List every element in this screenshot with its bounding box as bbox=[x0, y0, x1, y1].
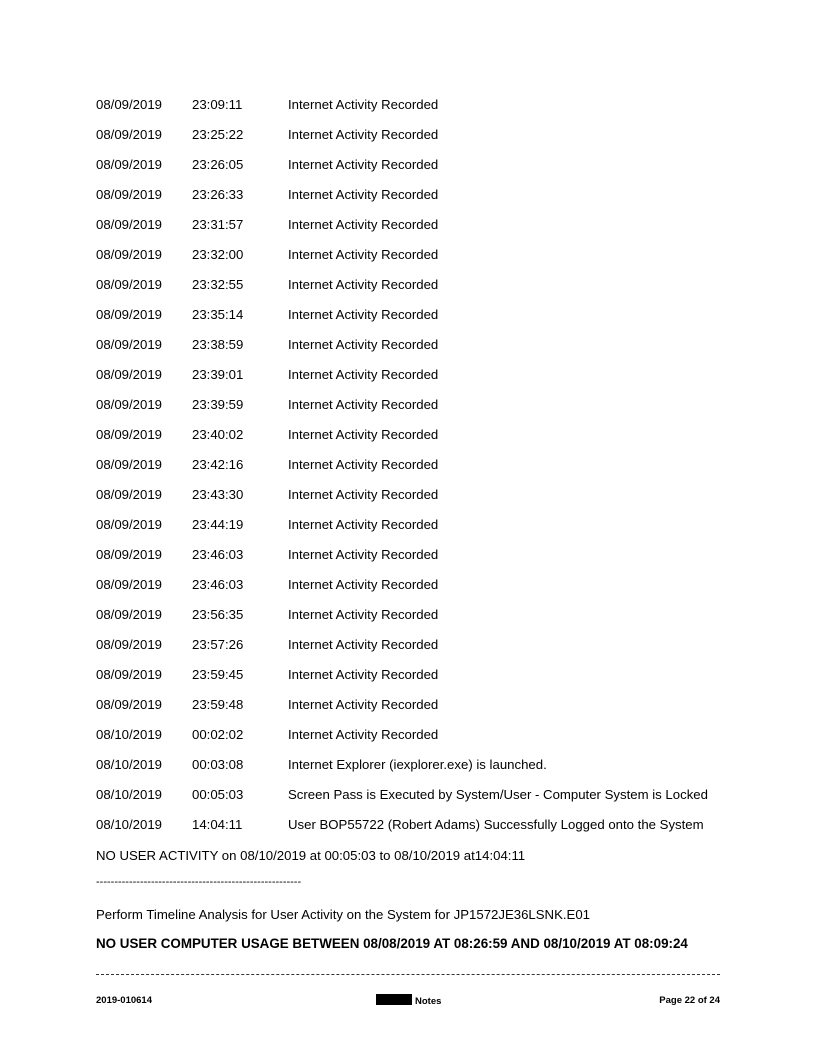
log-row bbox=[96, 395, 736, 425]
log-time: 14:04:11 bbox=[192, 817, 243, 832]
log-row bbox=[96, 455, 736, 485]
log-time: 00:03:08 bbox=[192, 757, 244, 772]
log-event: Internet Activity Recorded bbox=[288, 367, 439, 382]
log-event: Internet Activity Recorded bbox=[288, 727, 439, 742]
log-event: Internet Activity Recorded bbox=[288, 307, 439, 322]
log-date: 08/10/2019 bbox=[96, 727, 163, 742]
log-date: 08/09/2019 bbox=[96, 637, 163, 652]
log-date: 08/09/2019 bbox=[96, 667, 163, 682]
log-time: 23:44:19 bbox=[192, 517, 244, 532]
log-date: 08/10/2019 bbox=[96, 787, 163, 802]
log-time: 23:35:14 bbox=[192, 307, 244, 322]
log-event: Internet Activity Recorded bbox=[288, 337, 439, 352]
log-event: User BOP55722 (Robert Adams) Successfully Logged onto the System bbox=[288, 817, 704, 832]
log-time: 23:46:03 bbox=[192, 547, 244, 562]
log-row bbox=[96, 305, 736, 335]
log-event: Internet Activity Recorded bbox=[288, 487, 439, 502]
no-activity-note: NO USER ACTIVITY on 08/10/2019 at 00:05:03 to 08/10/2019 at14:04:11 bbox=[96, 848, 526, 863]
log-event: Internet Activity Recorded bbox=[288, 397, 439, 412]
log-time: 23:56:35 bbox=[192, 607, 244, 622]
log-time: 23:39:59 bbox=[192, 397, 244, 412]
log-event: Internet Activity Recorded bbox=[288, 277, 439, 292]
log-date: 08/09/2019 bbox=[96, 577, 163, 592]
log-time: 23:32:00 bbox=[192, 247, 244, 262]
log-date: 08/09/2019 bbox=[96, 487, 163, 502]
activity-log bbox=[96, 95, 736, 845]
log-row bbox=[96, 125, 736, 155]
log-time: 23:25:22 bbox=[192, 127, 244, 142]
log-date: 08/09/2019 bbox=[96, 397, 163, 412]
log-date: 08/09/2019 bbox=[96, 97, 163, 112]
log-row bbox=[96, 515, 736, 545]
log-time: 23:26:05 bbox=[192, 157, 244, 172]
log-time: 23:46:03 bbox=[192, 577, 244, 592]
log-event: Internet Activity Recorded bbox=[288, 637, 439, 652]
log-date: 08/09/2019 bbox=[96, 277, 163, 292]
log-row bbox=[96, 815, 736, 845]
log-event: Internet Activity Recorded bbox=[288, 97, 439, 112]
redaction-block bbox=[376, 994, 412, 1005]
log-row bbox=[96, 155, 736, 185]
summary-note: NO USER COMPUTER USAGE BETWEEN 08/08/2019 AT 08:26:59 AND 08/10/2019 AT 08:09:24 bbox=[96, 936, 688, 951]
log-date: 08/09/2019 bbox=[96, 367, 163, 382]
log-row bbox=[96, 575, 736, 605]
log-event: Internet Activity Recorded bbox=[288, 517, 439, 532]
log-time: 23:09:11 bbox=[192, 97, 243, 112]
log-row bbox=[96, 755, 736, 785]
log-date: 08/10/2019 bbox=[96, 757, 163, 772]
log-time: 23:32:55 bbox=[192, 277, 244, 292]
case-number: 2019-010614 bbox=[96, 995, 152, 1006]
log-time: 23:42:16 bbox=[192, 457, 244, 472]
log-row bbox=[96, 275, 736, 305]
log-event: Internet Activity Recorded bbox=[288, 457, 439, 472]
log-event: Internet Activity Recorded bbox=[288, 607, 439, 622]
log-time: 23:31:57 bbox=[192, 217, 244, 232]
log-event: Internet Activity Recorded bbox=[288, 157, 439, 172]
log-row bbox=[96, 695, 736, 725]
log-event: Internet Activity Recorded bbox=[288, 427, 439, 442]
log-event: Internet Explorer (iexplorer.exe) is launched. bbox=[288, 757, 547, 772]
log-row bbox=[96, 215, 736, 245]
log-date: 08/09/2019 bbox=[96, 427, 163, 442]
log-date: 08/09/2019 bbox=[96, 457, 163, 472]
log-date: 08/09/2019 bbox=[96, 187, 163, 202]
log-event: Internet Activity Recorded bbox=[288, 187, 439, 202]
page-number: Page 22 of 24 bbox=[659, 995, 720, 1006]
log-time: 23:59:45 bbox=[192, 667, 244, 682]
log-row bbox=[96, 635, 736, 665]
log-date: 08/09/2019 bbox=[96, 157, 163, 172]
log-row bbox=[96, 725, 736, 755]
log-time: 00:02:02 bbox=[192, 727, 244, 742]
footer-rule bbox=[96, 974, 720, 975]
log-event: Screen Pass is Executed by System/User - Computer System is Locked bbox=[288, 787, 708, 802]
log-time: 23:43:30 bbox=[192, 487, 244, 502]
log-row bbox=[96, 335, 736, 365]
log-event: Internet Activity Recorded bbox=[288, 127, 439, 142]
log-time: 23:26:33 bbox=[192, 187, 244, 202]
log-time: 23:38:59 bbox=[192, 337, 244, 352]
log-date: 08/09/2019 bbox=[96, 337, 163, 352]
log-row bbox=[96, 665, 736, 695]
log-event: Internet Activity Recorded bbox=[288, 577, 439, 592]
footer-label-text: Notes bbox=[415, 996, 442, 1007]
log-row bbox=[96, 785, 736, 815]
log-time: 23:39:01 bbox=[192, 367, 244, 382]
footer-label bbox=[376, 994, 441, 1009]
timeline-note: Perform Timeline Analysis for User Activity on the System for JP1572JE36LSNK.E01 bbox=[96, 907, 591, 922]
log-time: 23:59:48 bbox=[192, 697, 244, 712]
log-time: 23:57:26 bbox=[192, 637, 244, 652]
log-date: 08/09/2019 bbox=[96, 247, 163, 262]
log-event: Internet Activity Recorded bbox=[288, 547, 439, 562]
log-row bbox=[96, 365, 736, 395]
log-date: 08/09/2019 bbox=[96, 547, 163, 562]
log-date: 08/09/2019 bbox=[96, 607, 163, 622]
log-event: Internet Activity Recorded bbox=[288, 697, 439, 712]
log-row bbox=[96, 485, 736, 515]
log-event: Internet Activity Recorded bbox=[288, 667, 439, 682]
log-date: 08/10/2019 bbox=[96, 817, 163, 832]
log-row bbox=[96, 245, 736, 275]
log-date: 08/09/2019 bbox=[96, 517, 163, 532]
log-time: 23:40:02 bbox=[192, 427, 244, 442]
log-date: 08/09/2019 bbox=[96, 217, 163, 232]
log-row bbox=[96, 95, 736, 125]
log-row bbox=[96, 545, 736, 575]
log-row bbox=[96, 185, 736, 215]
log-row bbox=[96, 425, 736, 455]
log-row bbox=[96, 605, 736, 635]
log-event: Internet Activity Recorded bbox=[288, 247, 439, 262]
log-date: 08/09/2019 bbox=[96, 697, 163, 712]
log-event: Internet Activity Recorded bbox=[288, 217, 439, 232]
log-time: 00:05:03 bbox=[192, 787, 244, 802]
log-date: 08/09/2019 bbox=[96, 307, 163, 322]
separator-line: -------------------------------------------------------- bbox=[96, 876, 302, 888]
log-date: 08/09/2019 bbox=[96, 127, 163, 142]
